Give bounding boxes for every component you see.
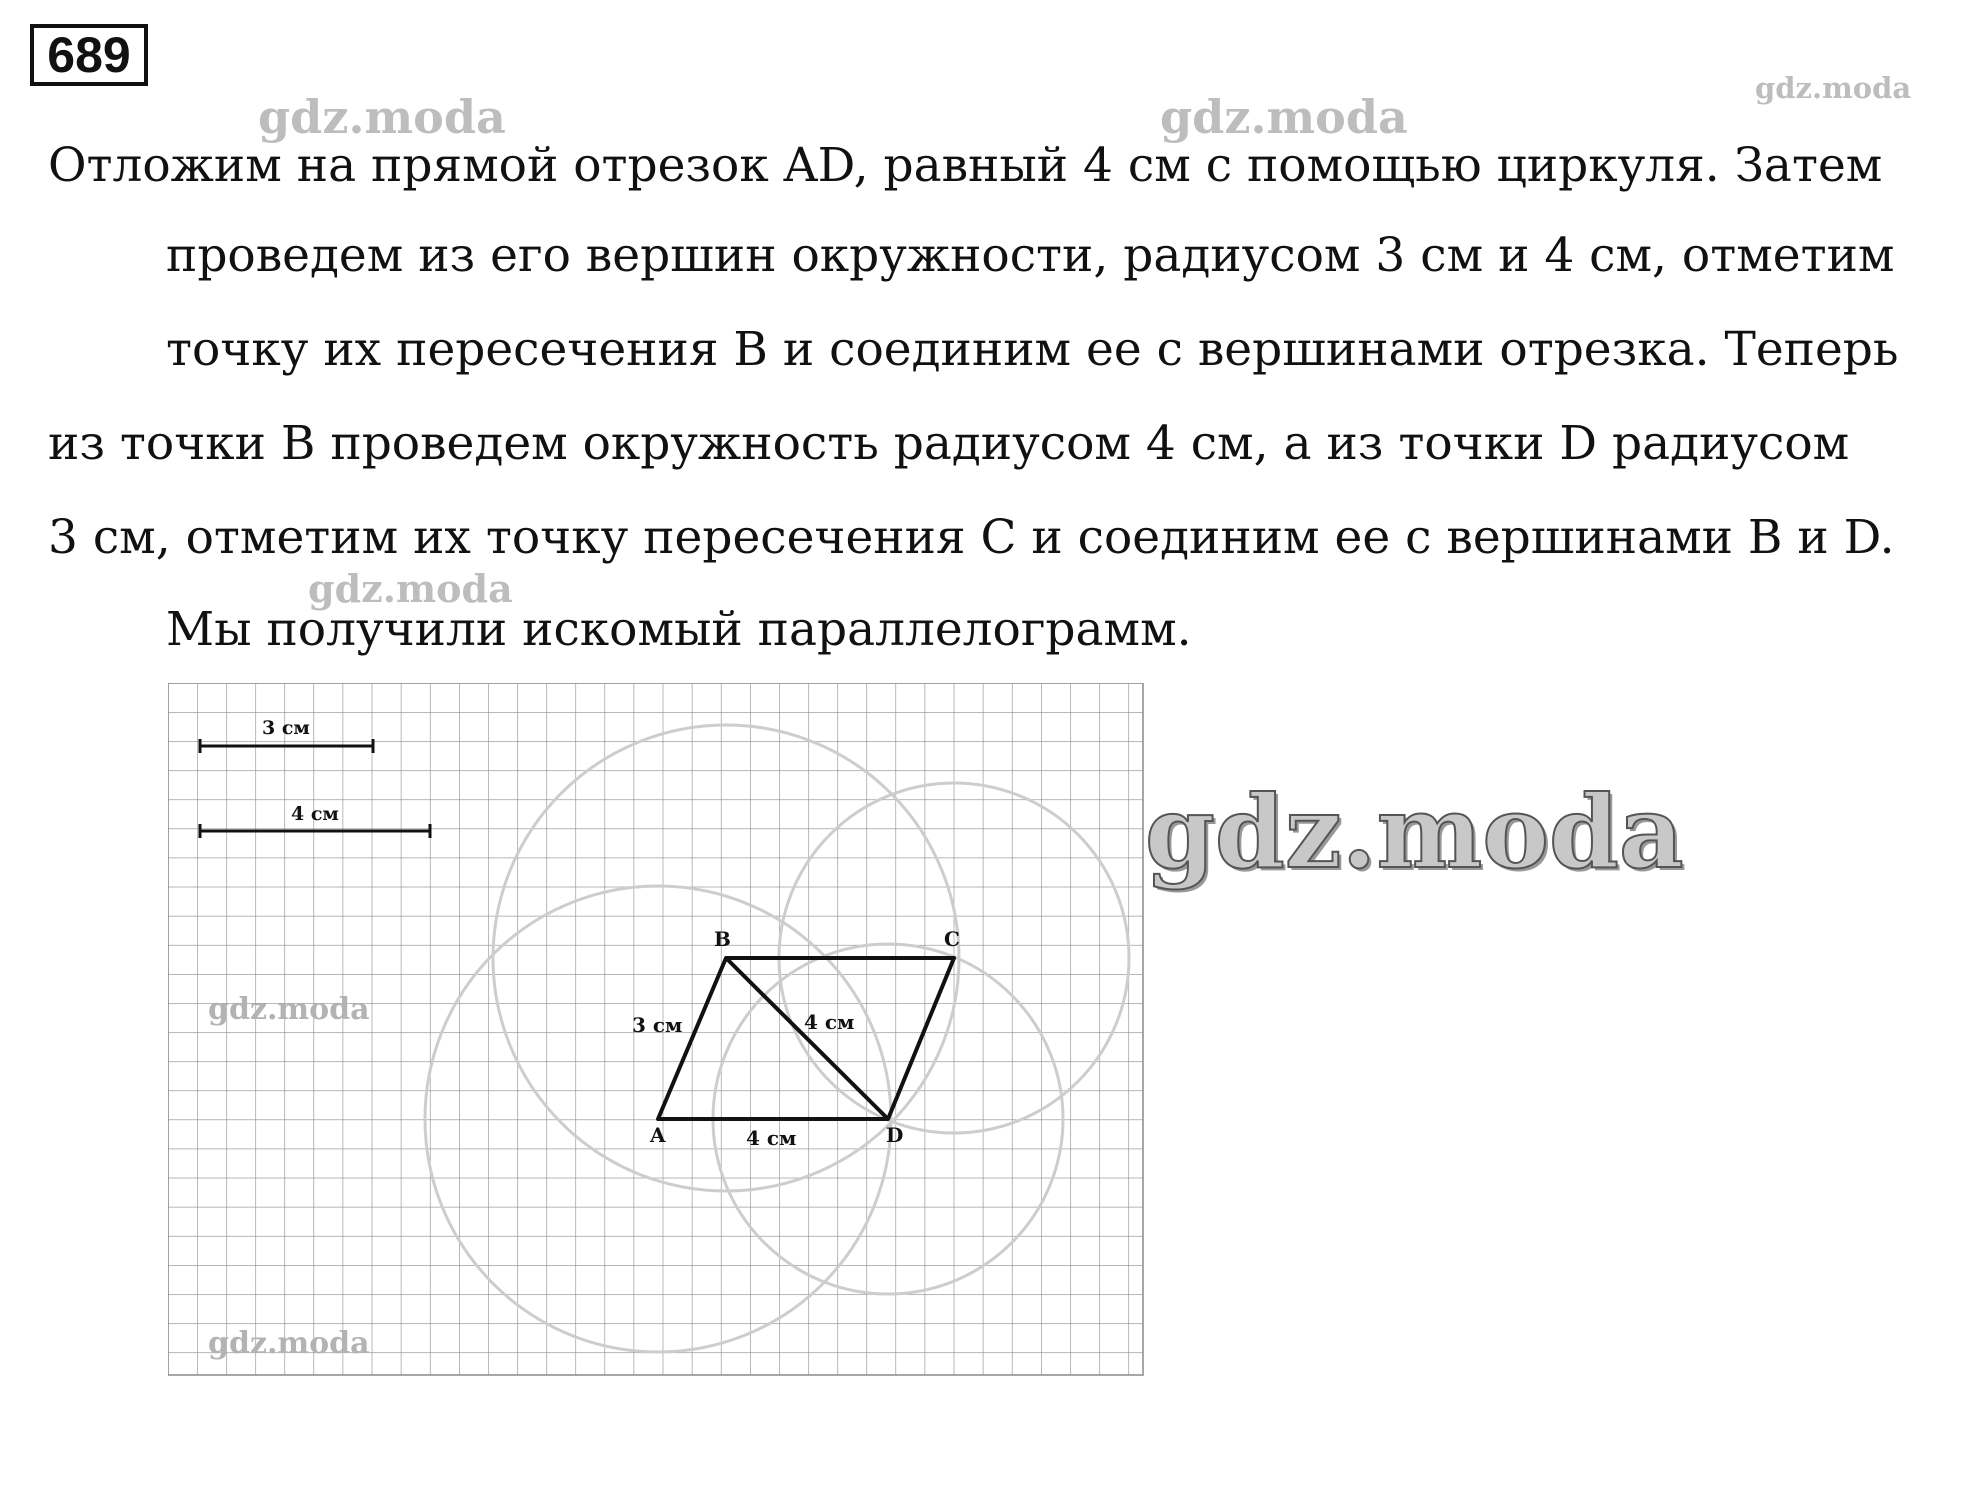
watermark-large: gdz.moda	[1145, 773, 1684, 891]
watermark: gdz.moda	[1160, 90, 1408, 144]
watermark: gdz.moda	[308, 566, 513, 611]
vertex-label-b: B	[714, 927, 731, 951]
problem-number: 689	[30, 24, 148, 86]
construction-figure	[168, 683, 1148, 1379]
watermark: gdz.moda	[258, 90, 506, 144]
vertex-label-a: A	[650, 1123, 666, 1147]
vertex-label-d: D	[886, 1123, 904, 1147]
text-line-5: 3 см, отметим их точку пересечения C и соединим ее с вершинами B и D.	[48, 510, 1895, 565]
side-ab-label: 3 см	[632, 1013, 683, 1037]
text-line-2: проведем из его вершин окружности, радиусом 3 см и 4 см, отметим	[166, 228, 1895, 283]
diagonal-bd-label: 4 см	[804, 1010, 855, 1034]
side-ad-label: 4 см	[746, 1126, 797, 1150]
text-line-3: точку их пересечения B и соединим ее с вершинами отрезка. Теперь	[166, 322, 1899, 377]
text-line-6: Мы получили искомый параллелограмм.	[166, 602, 1192, 657]
watermark: gdz.moda	[1755, 71, 1912, 105]
text-line-1: Отложим на прямой отрезок AD, равный 4 см с помощью циркуля. Затем	[48, 138, 1883, 193]
ruler-3cm-label: 3 см	[262, 717, 310, 739]
watermark: gdz.moda	[208, 1326, 370, 1361]
ruler-4cm-label: 4 см	[291, 803, 339, 825]
text-line-4: из точки B проведем окружность радиусом 4 см, а из точки D радиусом	[48, 416, 1850, 471]
vertex-label-c: C	[944, 927, 960, 951]
watermark: gdz.moda	[208, 992, 370, 1027]
